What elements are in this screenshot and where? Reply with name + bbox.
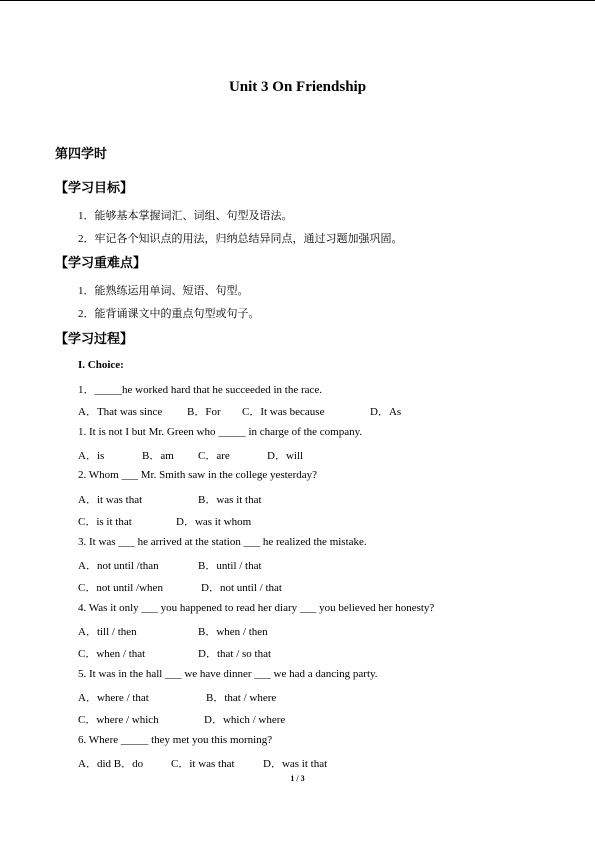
question-stem: 5. It was in the hall ___ we have dinner ___ we had a dancing party. (78, 668, 378, 680)
option: C．It was because (242, 406, 325, 418)
question-stem: 4. Was it only ___ you happened to read her diary ___ you believed her honesty? (78, 602, 435, 614)
option: B．am (142, 450, 174, 462)
goal-item-2: 2．牢记各个知识点的用法，归纳总结异同点，通过习题加强巩固。 (78, 233, 403, 245)
section-keypoints-heading: 【学习重难点】 (55, 255, 147, 270)
option: A．That was since (78, 406, 163, 418)
option: C．not until /when (78, 582, 163, 594)
option: C．are (198, 450, 230, 462)
option: C．it was that (171, 758, 235, 770)
option: A．it was that (78, 494, 143, 506)
option: B．was it that (198, 494, 262, 506)
option: D．was it whom (176, 516, 252, 528)
section-process-heading: 【学习过程】 (55, 331, 134, 346)
option: A．did B．do (78, 758, 144, 770)
question-stem: 1．_____he worked hard that he succeeded in the race. (78, 384, 323, 396)
question-stem: 6. Where _____ they met you this morning? (78, 734, 273, 746)
option: C．when / that (78, 648, 146, 660)
keypoint-item-2: 2．能背诵课文中的重点句型或句子。 (78, 308, 260, 320)
option: D．which / where (204, 714, 286, 726)
question-stem: 2. Whom ___ Mr. Smith saw in the college yesterday? (78, 469, 318, 481)
keypoint-item-1: 1．能熟练运用单词、短语、句型。 (78, 285, 249, 297)
page-number: 1 / 3 (290, 774, 305, 783)
option: A．till / then (78, 626, 137, 638)
option: A．where / that (78, 692, 149, 704)
option: A．is (78, 450, 105, 462)
option: B．until / that (198, 560, 262, 572)
option: C．where / which (78, 714, 159, 726)
question-stem: 3. It was ___ he arrived at the station ___ he realized the mistake. (78, 536, 367, 548)
option: D．not until / that (201, 582, 282, 594)
page-title: Unit 3 On Friendship (228, 79, 367, 95)
option: D．that / so that (198, 648, 272, 660)
option: C．is it that (78, 516, 132, 528)
option: B．that / where (206, 692, 277, 704)
option: B．For (187, 406, 221, 418)
option: D．will (267, 450, 304, 462)
header-rule (0, 0, 595, 1)
section-goals-heading: 【学习目标】 (55, 180, 134, 195)
question-stem: 1. It is not I but Mr. Green who _____ in charge of the company. (78, 426, 363, 438)
option: A．not until /than (78, 560, 159, 572)
option: D．was it that (263, 758, 328, 770)
option: D．As (370, 406, 402, 418)
goal-item-1: 1．能够基本掌握词汇、词组、句型及语法。 (78, 210, 293, 222)
lesson-heading: 第四学时 (55, 146, 108, 161)
option: B．when / then (198, 626, 268, 638)
exercise-heading: I. Choice: (78, 359, 124, 371)
